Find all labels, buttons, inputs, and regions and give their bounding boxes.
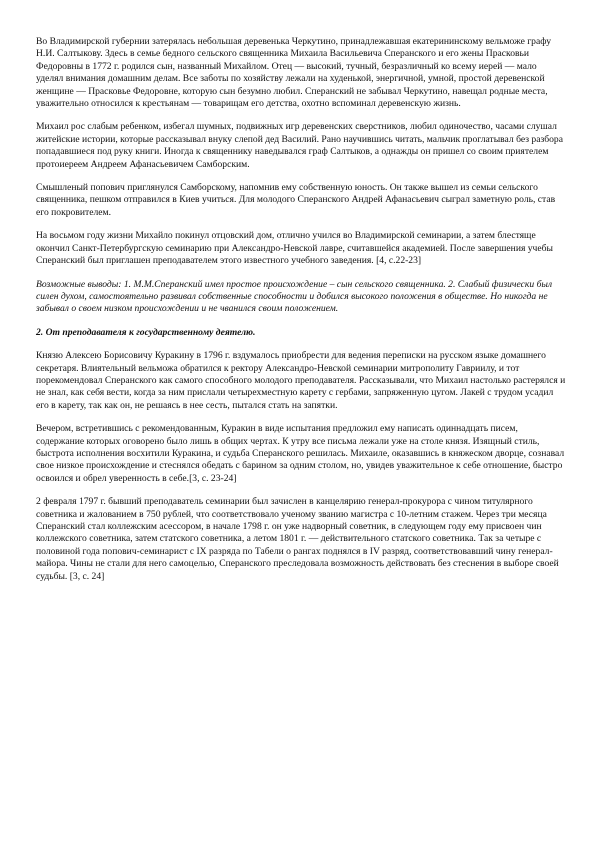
paragraph: Князю Алексею Борисовичу Куракину в 1796 г. вздумалось приобрести для ведения переписки на русском языке домашнего секретаря. Влиятельный вельможа обратился к ректору Александро-Невской семинарии митрополиту Гавриилу, и тот порекомендовал Сперанского как самого способного молодого преподавателя. Рассказывали, что Михаил настолько растерялся и не знал, как себя вести, когда за ним прислали четырехместную карету с гербами, запряженную цугом. Лакей с трудом усадил его в карету, так как он, не решаясь в нее сесть, пытался стать на запятки. xyxy=(36,350,566,411)
paragraph: Во Владимирской губернии затерялась небольшая деревенька Черкутино, принадлежавшая екатерининскому вельможе графу Н.И. Салтыкову. Здесь в семье бедного сельского священника Михаила Васильевича Сперанского и его жены Прасковьи Федоровны в 1772 г. родился сын, названный Михайлом. Отец — высокий, тучный, безразличный ко всему иерей — мало уделял внимания домашним делам. Все заботы по хозяйству лежали на худенькой, энергичной, умной, простой деревенской женщине — Прасковье Федоровне, которую сын безумно любил. Сперанский не забывал Черкутино, навещал родные места, уважительно относился к крестьянам — товарищам его детства, охотно вспоминал деревенскую жизнь. xyxy=(36,36,551,110)
paragraph: Михаил рос слабым ребенком, избегал шумных, подвижных игр деревенских сверстников, любил одиночество, часами слушал житейские истории, которые рассказывал внуку слепой дед Василий. Рано научившись читать, мальчик проглатывал без разбора попадавшиеся под руку книги. Иногда к священнику наведывался граф Салтыков, а однажды он пришел со своим приятелем протоиереем Андреем Афанасьевичем Самборским. xyxy=(36,121,563,170)
document-page xyxy=(36,36,566,594)
paragraph: 2 февраля 1797 г. бывший преподаватель семинарии был зачислен в канцелярию генерал-прокурора с чином титулярного советника и жалованием в 750 рублей, что соответствовало ученому званию магистра с 10-летним стажем. Через три месяца Сперанский стал коллежским асессором, в начале 1798 г. он уже надворный советник, в следующем году ему присвоен чин коллежского советника, затем статского советника, а летом 1801 г. — действительного статского советника. Так за четыре с половиной года попович-семинарист с IX разряда по Табели о рангах поднялся в IV разряд, соответствовавший чину генерал-майора. Чины не стали для него самоцелью, Сперанского преследовала возможность действовать без стеснения в выборе своей судьбы. [3, с. 24] xyxy=(36,496,559,582)
paragraph: Вечером, встретившись с рекомендованным, Куракин в виде испытания предложил ему написать одиннадцать писем, содержание которых оговорено было лишь в общих чертах. К утру все письма лежали уже на столе князя. Изящный стиль, быстрота исполнения восхитили Куракина, и судьба Сперанского решилась. Михаиле, оказавшись в княжеском дворце, сознавал свое низкое происхождение и стеснялся обедать с барином за одним столом, но, увидев уважительное к себе отношение, быстро освоился и обрел уверенность в себе.[3, с. 23-24] xyxy=(36,423,565,484)
conclusion-paragraph: Возможные выводы: 1. М.М.Сперанский имел простое происхождение – сын сельского священника. 2. Слабый физически был силен духом, самостоятельно развивал собственные способности и добился высокого положения в обществе. Но никогда не забывал о своем низком происхождении и не чванился своим положением. xyxy=(36,278,553,315)
section-heading: 2. От преподавателя к государственному деятелю. xyxy=(36,326,256,338)
paragraph: Смышленый попович приглянулся Самборскому, напомнив ему собственную юность. Он также вышел из семьи сельского священника, пешком отправился в Киев учиться. Для молодого Сперанского Андрей Афанасьевич сыграл заметную роль, став его покровителем. xyxy=(36,182,556,218)
paragraph: На восьмом году жизни Михайло покинул отцовский дом, отлично учился во Владимирской семинарии, а затем блестяще окончил Санкт-Петербургскую семинарию при Александро-Невской лавре, считавшейся академией. После завершения учебы Сперанский был приглашен преподавателем этого известного учебного заведения. [4, с.22-23] xyxy=(36,230,553,267)
